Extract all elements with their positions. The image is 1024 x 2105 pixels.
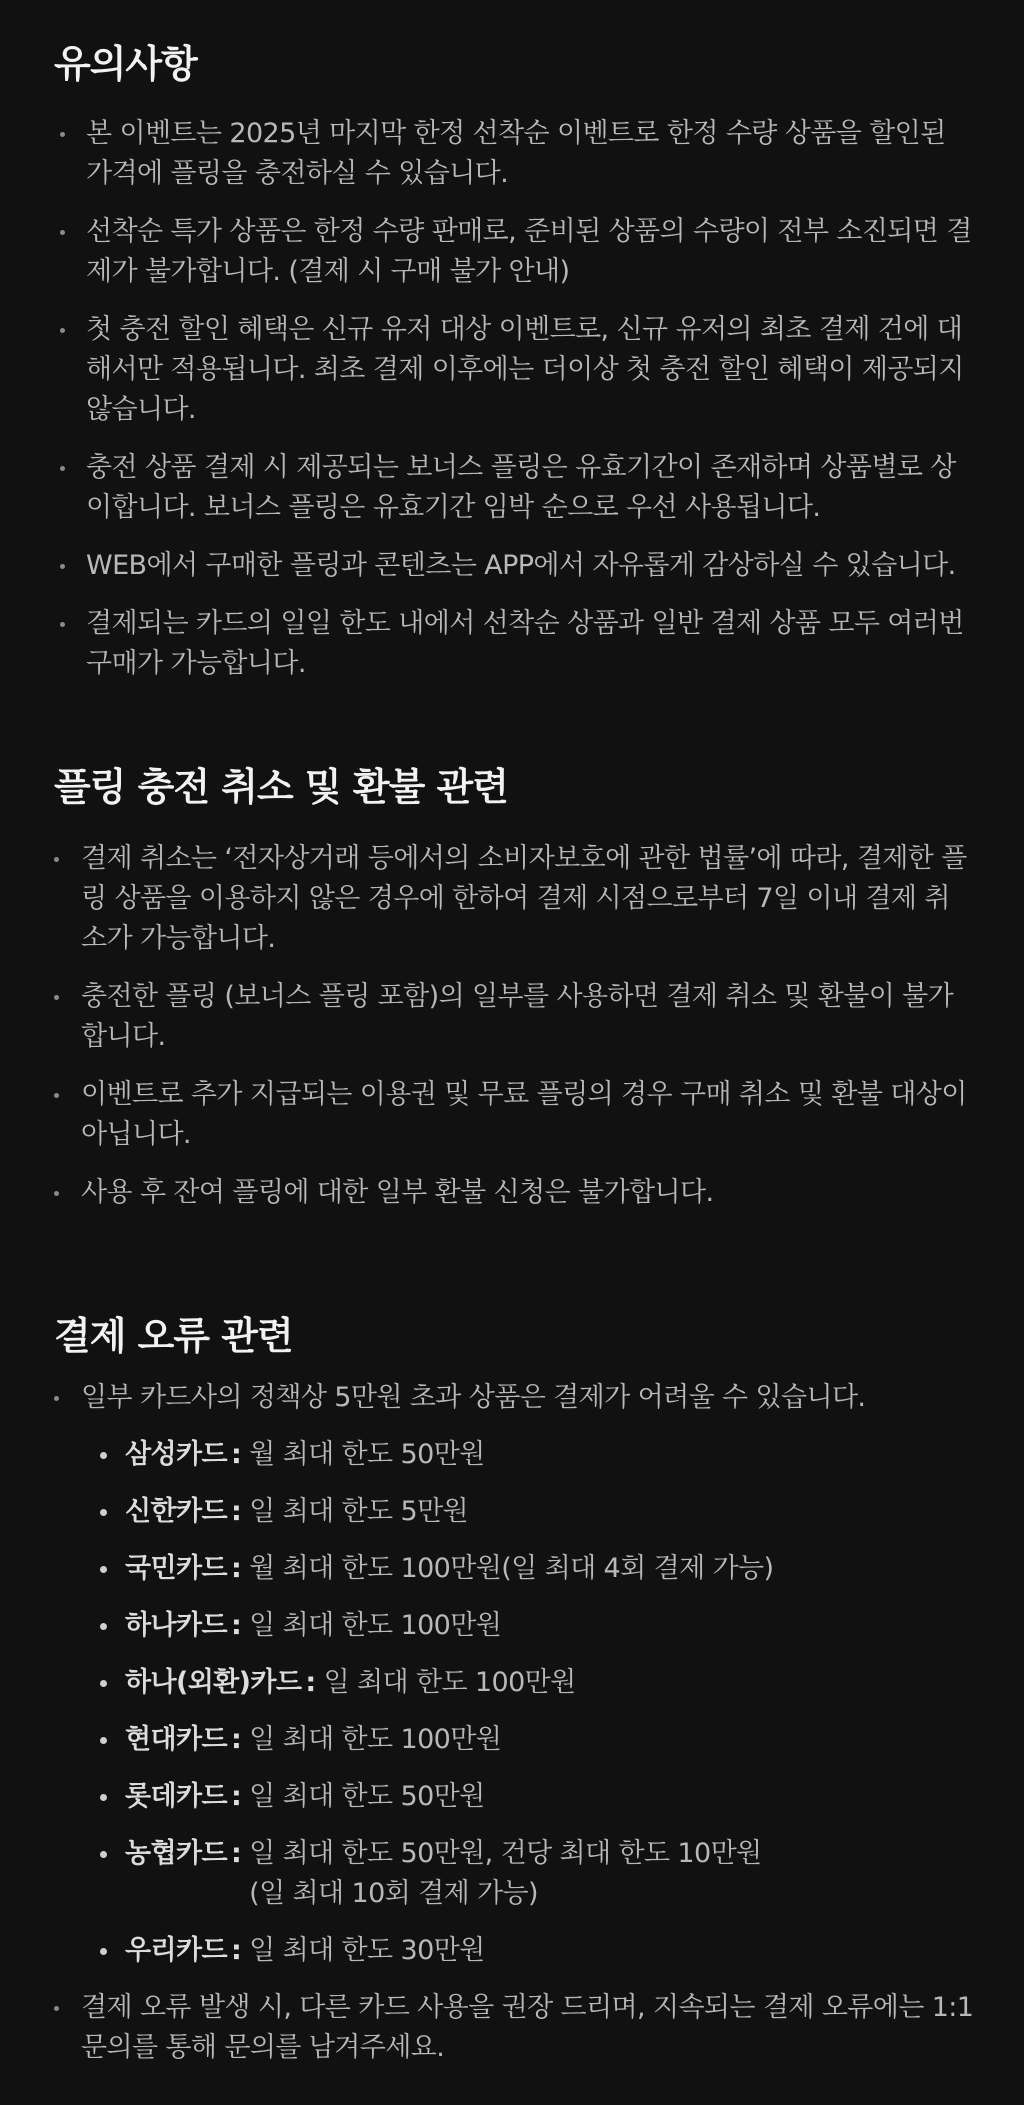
list-item: 선착순 특가 상품은 한정 수량 판매로, 준비된 상품의 수량이 전부 소진되면 결제가 불가합니다. (결제 시 구매 불가 안내) [54, 212, 974, 292]
card-separator: : [230, 1935, 242, 1966]
card-limit-item [54, 1549, 974, 1589]
refund-title: 플링 충전 취소 및 환불 관련 [54, 765, 508, 809]
card-name: 하나(외환)카드 [125, 1667, 302, 1698]
card-limit-desc: 월 최대 한도 100만원(일 최대 4회 결제 가능) [249, 1553, 774, 1584]
list-item: 충전한 플링 (보너스 플링 포함)의 일부를 사용하면 결제 취소 및 환불이 불가합니다. [54, 977, 974, 1057]
card-limit-list [54, 1435, 974, 1971]
card-limit-desc: 일 최대 한도 100만원 [323, 1667, 576, 1698]
notice-list [54, 114, 974, 684]
card-name: 우리카드 [125, 1935, 227, 1966]
card-separator: : [230, 1496, 242, 1527]
list-item: 사용 후 잔여 플링에 대한 일부 환불 신청은 불가합니다. [54, 1173, 974, 1213]
card-separator: : [230, 1553, 242, 1584]
card-limit-desc: 일 최대 한도 100만원 [249, 1610, 502, 1641]
list-item: 결제 오류 발생 시, 다른 카드 사용을 권장 드리며, 지속되는 결제 오류에는 1:1 문의를 통해 문의를 남겨주세요. [54, 1988, 974, 2068]
card-limit-desc: 일 최대 한도 5만원 [249, 1496, 469, 1527]
payment-error-list [54, 1378, 974, 1418]
card-separator: : [305, 1667, 316, 1698]
card-limit-desc: 월 최대 한도 50만원 [249, 1439, 485, 1470]
list-item: 첫 충전 할인 혜택은 신규 유저 대상 이벤트로, 신규 유저의 최초 결제 건에 대해서만 적용됩니다. 최초 결제 이후에는 더이상 첫 충전 할인 혜택이 제공되지 않습니다. [54, 310, 974, 430]
card-name: 롯데카드 [125, 1781, 227, 1812]
payment-error-section [54, 1312, 974, 2068]
list-item: 결제 취소는 ‘전자상거래 등에서의 소비자보호에 관한 법률’에 따라, 결제한 플링 상품을 이용하지 않은 경우에 한하여 결제 시점으로부터 7일 이내 결제 취소가 가능합니다. [54, 839, 974, 959]
card-separator: : [230, 1610, 242, 1641]
card-separator: : [230, 1724, 242, 1755]
card-limit-item [54, 1931, 974, 1971]
card-limit-desc: 일 최대 한도 100만원 [249, 1724, 502, 1755]
refund-section [54, 763, 974, 1231]
card-name: 농협카드 [125, 1838, 227, 1869]
list-item: 결제되는 카드의 일일 한도 내에서 선착순 상품과 일반 결제 상품 모두 여러번 구매가 가능합니다. [54, 604, 974, 684]
list-item: 일부 카드사의 정책상 5만원 초과 상품은 결제가 어려울 수 있습니다. [54, 1378, 974, 1418]
list-item: 충전 상품 결제 시 제공되는 보너스 플링은 유효기간이 존재하며 상품별로 상이합니다. 보너스 플링은 유효기간 임박 순으로 우선 사용됩니다. [54, 448, 974, 528]
card-limit-item [54, 1663, 974, 1703]
card-name: 현대카드 [125, 1724, 227, 1755]
card-limit-item [54, 1435, 974, 1475]
notice-section [54, 40, 974, 702]
card-limit-item [54, 1606, 974, 1646]
list-item: WEB에서 구매한 플링과 콘텐츠는 APP에서 자유롭게 감상하실 수 있습니다. [54, 546, 974, 586]
card-separator: : [230, 1838, 242, 1869]
card-name: 신한카드 [125, 1496, 227, 1527]
card-name: 삼성카드 [125, 1439, 227, 1470]
card-name: 국민카드 [125, 1553, 227, 1584]
payment-error-list-end [54, 1988, 974, 2068]
list-item: 본 이벤트는 2025년 마지막 한정 선착순 이벤트로 한정 수량 상품을 할인된 가격에 플링을 충전하실 수 있습니다. [54, 114, 974, 194]
card-limit-desc: 일 최대 한도 50만원, 건당 최대 한도 10만원 (일 최대 10회 결제 가능) [249, 1838, 762, 1909]
card-limit-item [54, 1720, 974, 1760]
refund-list [54, 839, 974, 1213]
card-limit-item [54, 1777, 974, 1817]
card-limit-item [54, 1834, 974, 1914]
list-item: 이벤트로 추가 지급되는 이용권 및 무료 플링의 경우 구매 취소 및 환불 대상이 아닙니다. [54, 1075, 974, 1155]
card-separator: : [230, 1439, 242, 1470]
card-limit-desc: 일 최대 한도 30만원 [249, 1935, 485, 1966]
card-limit-desc: 일 최대 한도 50만원 [249, 1781, 485, 1812]
card-limit-item [54, 1492, 974, 1532]
card-name: 하나카드 [125, 1610, 227, 1641]
payment-error-title: 결제 오류 관련 [54, 1314, 293, 1358]
notice-title: 유의사항 [54, 42, 197, 86]
card-separator: : [230, 1781, 242, 1812]
